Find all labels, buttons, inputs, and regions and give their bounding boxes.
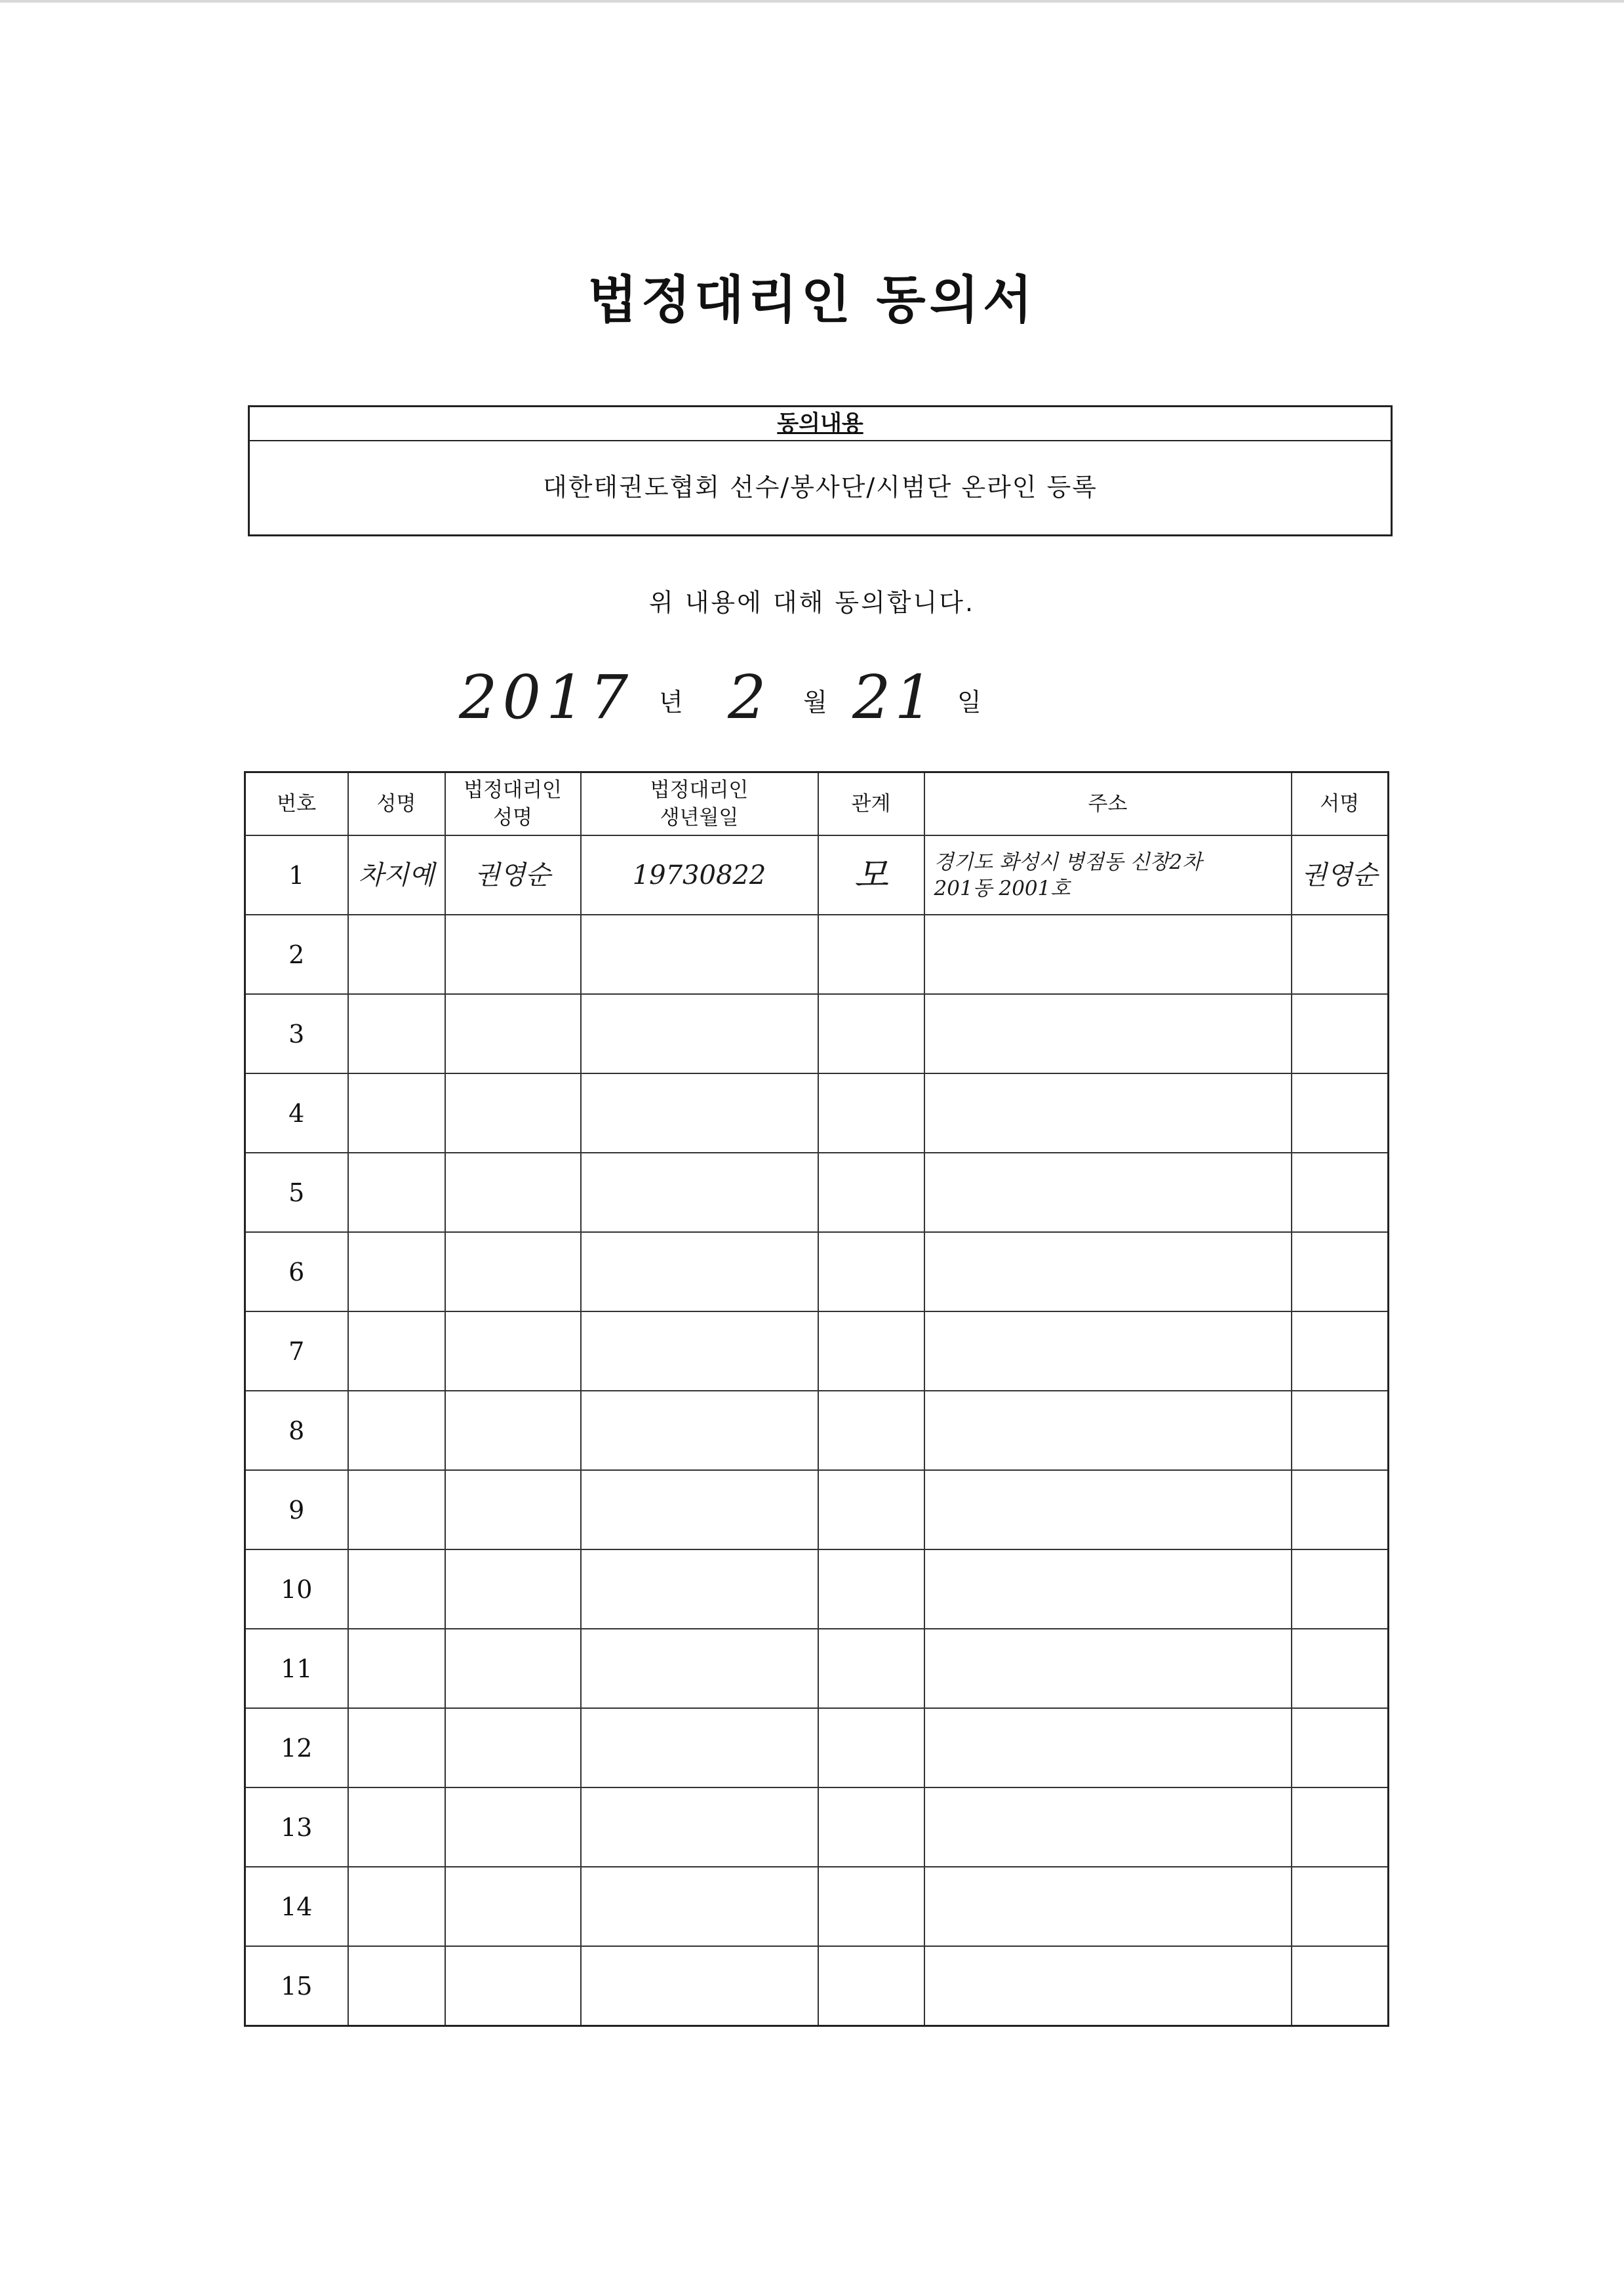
row-address <box>924 1946 1292 2026</box>
date-month-handwritten: 2 <box>728 662 766 732</box>
row-address <box>924 1153 1292 1232</box>
row-relation <box>818 1470 924 1549</box>
row-no: 10 <box>245 1549 348 1629</box>
row-signature <box>1292 915 1389 994</box>
row-no: 14 <box>245 1867 348 1946</box>
row-address <box>924 1787 1292 1867</box>
row-signature <box>1292 1946 1389 2026</box>
row-address-line1: 경기도 화성시 병점동 신창2차 <box>934 850 1202 874</box>
row-guardian-name <box>445 1629 581 1708</box>
header-relation: 관계 <box>818 772 924 836</box>
header-signature: 서명 <box>1292 772 1389 836</box>
row-signature <box>1292 994 1389 1073</box>
row-name <box>348 994 445 1073</box>
row-address <box>924 1311 1292 1391</box>
row-relation <box>818 1629 924 1708</box>
row-name <box>348 1311 445 1391</box>
row-relation <box>818 1391 924 1470</box>
header-guardian-birth-line1: 법정대리인 <box>650 778 749 802</box>
row-name <box>348 1073 445 1153</box>
date-month-label: 월 <box>803 688 827 717</box>
row-name <box>348 1391 445 1470</box>
header-guardian-name-line2: 성명 <box>493 806 532 829</box>
row-guardian-name <box>445 1073 581 1153</box>
row-guardian-birth <box>581 1470 818 1549</box>
table-header-row <box>245 772 1389 836</box>
table-row <box>245 1787 1389 1867</box>
scan-edge <box>0 0 1624 3</box>
row-guardian-name <box>445 1867 581 1946</box>
table-row <box>245 1470 1389 1549</box>
row-signature <box>1292 1867 1389 1946</box>
row-name <box>348 1153 445 1232</box>
row-guardian-name <box>445 915 581 994</box>
agreement-text: 위 내용에 대해 동의합니다. <box>648 588 976 617</box>
table-row <box>245 1708 1389 1787</box>
row-address <box>924 1629 1292 1708</box>
date-day-label: 일 <box>957 688 981 717</box>
row-relation <box>818 1232 924 1311</box>
header-name: 성명 <box>348 772 445 836</box>
registration-table <box>244 771 1389 2027</box>
date-year-handwritten: 2017 <box>459 662 634 732</box>
row-relation <box>818 1073 924 1153</box>
row-relation <box>818 1867 924 1946</box>
row-address-line2: 201동 2001호 <box>934 876 1071 900</box>
row-address <box>924 1391 1292 1470</box>
row-signature <box>1292 1629 1389 1708</box>
row-signature <box>1292 1311 1389 1391</box>
row-relation-handwritten: 모 <box>818 835 924 915</box>
row-guardian-name <box>445 1153 581 1232</box>
consent-header <box>250 407 1391 441</box>
consent-content: 대한태권도협회 선수/봉사단/시범단 온라인 등록 <box>542 473 1098 502</box>
page-title: 법정대리인 동의서 <box>587 271 1037 330</box>
table-row <box>245 1867 1389 1946</box>
row-no: 13 <box>245 1787 348 1867</box>
row-no: 3 <box>245 994 348 1073</box>
row-no: 7 <box>245 1311 348 1391</box>
table-row <box>245 1232 1389 1311</box>
row-no: 5 <box>245 1153 348 1232</box>
row-guardian-name <box>445 1549 581 1629</box>
row-relation <box>818 994 924 1073</box>
row-signature-handwritten <box>1292 835 1389 915</box>
row-guardian-name <box>445 1232 581 1311</box>
row-guardian-birth <box>581 1153 818 1232</box>
row-no: 9 <box>245 1470 348 1549</box>
row-guardian-name <box>445 1311 581 1391</box>
row-address <box>924 994 1292 1073</box>
row-guardian-birth-handwritten: 19730822 <box>581 835 818 915</box>
row-relation <box>818 1946 924 2026</box>
row-signature <box>1292 1232 1389 1311</box>
row-no: 11 <box>245 1629 348 1708</box>
row-no: 2 <box>245 915 348 994</box>
table-row <box>245 915 1389 994</box>
row-name <box>348 1629 445 1708</box>
row-signature <box>1292 1708 1389 1787</box>
row-address <box>924 1073 1292 1153</box>
date-year-label: 년 <box>659 688 683 717</box>
row-address <box>924 915 1292 994</box>
row-guardian-birth <box>581 1232 818 1311</box>
row-address <box>924 1470 1292 1549</box>
row-guardian-birth <box>581 1073 818 1153</box>
table-row <box>245 1946 1389 2026</box>
row-guardian-name <box>445 1946 581 2026</box>
row-guardian-birth <box>581 1549 818 1629</box>
consent-box <box>248 405 1393 536</box>
row-guardian-name <box>445 1391 581 1470</box>
table-row <box>245 1311 1389 1391</box>
row-guardian-name <box>445 1787 581 1867</box>
row-no: 4 <box>245 1073 348 1153</box>
row-no: 12 <box>245 1708 348 1787</box>
table-row <box>245 1153 1389 1232</box>
row-name <box>348 1549 445 1629</box>
row-name <box>348 1708 445 1787</box>
row-no: 15 <box>245 1946 348 2026</box>
consent-header-label: 동의내용 <box>777 410 863 437</box>
row-address-handwritten <box>924 835 1292 915</box>
row-signature <box>1292 1391 1389 1470</box>
header-address: 주소 <box>924 772 1292 836</box>
row-signature <box>1292 1073 1389 1153</box>
header-guardian-birth-line2: 생년월일 <box>660 806 739 829</box>
row-name <box>348 915 445 994</box>
row-address <box>924 1549 1292 1629</box>
row-address <box>924 1708 1292 1787</box>
row-signature <box>1292 1470 1389 1549</box>
table-row <box>245 1549 1389 1629</box>
row-relation <box>818 1787 924 1867</box>
row-guardian-birth <box>581 1867 818 1946</box>
row-guardian-birth <box>581 1311 818 1391</box>
row-signature <box>1292 1549 1389 1629</box>
row-relation <box>818 915 924 994</box>
row-name <box>348 1787 445 1867</box>
row-name-handwritten: 차지예 <box>348 835 445 915</box>
table-row <box>245 1391 1389 1470</box>
row-signature <box>1292 1787 1389 1867</box>
row-guardian-birth <box>581 1946 818 2026</box>
row-signature <box>1292 1153 1389 1232</box>
row-guardian-birth <box>581 915 818 994</box>
row-address <box>924 1867 1292 1946</box>
row-name <box>348 1470 445 1549</box>
row-name <box>348 1946 445 2026</box>
header-no: 번호 <box>245 772 348 836</box>
row-relation <box>818 1549 924 1629</box>
row-name <box>348 1232 445 1311</box>
header-guardian-birth <box>581 772 818 836</box>
date-row <box>0 662 1624 734</box>
row-guardian-birth <box>581 994 818 1073</box>
row-address <box>924 1232 1292 1311</box>
header-guardian-name <box>445 772 581 836</box>
row-guardian-birth <box>581 1787 818 1867</box>
table-row <box>245 1073 1389 1153</box>
row-no: 8 <box>245 1391 348 1470</box>
signature-text: 권영순 <box>1301 860 1378 890</box>
table-row <box>245 835 1389 915</box>
row-guardian-birth <box>581 1391 818 1470</box>
row-no: 6 <box>245 1232 348 1311</box>
row-relation <box>818 1311 924 1391</box>
header-guardian-name-line1: 법정대리인 <box>464 778 562 802</box>
table-row <box>245 1629 1389 1708</box>
table-row <box>245 994 1389 1073</box>
row-guardian-name-handwritten: 권영순 <box>445 835 581 915</box>
row-relation <box>818 1708 924 1787</box>
row-guardian-birth <box>581 1629 818 1708</box>
date-day-handwritten: 21 <box>852 662 938 732</box>
row-relation <box>818 1153 924 1232</box>
row-guardian-name <box>445 1470 581 1549</box>
row-guardian-name <box>445 1708 581 1787</box>
row-name <box>348 1867 445 1946</box>
row-no: 1 <box>245 835 348 915</box>
row-guardian-birth <box>581 1708 818 1787</box>
row-guardian-name <box>445 994 581 1073</box>
